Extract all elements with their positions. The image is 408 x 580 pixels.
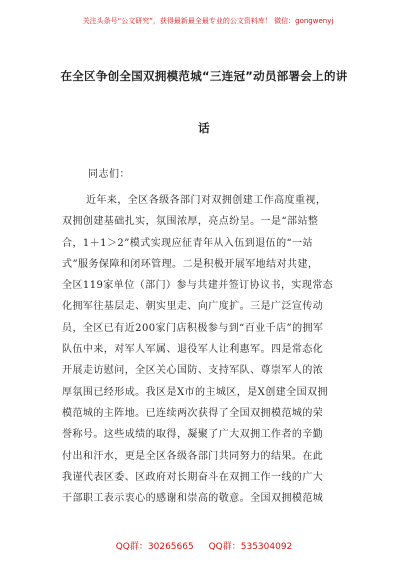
body-line: 誉称号。这些成绩的取得，凝聚了广大双拥工作者的辛勤 bbox=[62, 429, 324, 441]
body-line: 我谨代表区委、区政府对长期奋斗在双拥工作一线的广大 bbox=[62, 471, 324, 483]
body-line: 队伍中来，对军人军属、退役军人让利惠军。四是常态化 bbox=[62, 344, 324, 356]
body-line: 员，全区已有近200家门店积极参与到“百业千店”的拥军 bbox=[62, 322, 324, 334]
document-title-line1: 在全区争创全国双拥模范城“三连冠”动员部署会上的讲 bbox=[60, 69, 348, 83]
body-line: 化拥军往基层走、朝实里走、向广度扩。三是广泛宣传动 bbox=[62, 301, 324, 313]
document-title-line2: 话 bbox=[198, 121, 210, 135]
header-banner: 关注头条号“公文研究”，获得最新最全最专业的公文资料库！ 微信：gongwenyj bbox=[82, 17, 334, 25]
salutation: 同志们： bbox=[88, 169, 130, 180]
body-text bbox=[62, 190, 362, 509]
body-line: 开展走访慰问，全区关心国防、支持军队、尊崇军人的浓 bbox=[62, 365, 324, 377]
footer-qq-group-1: QQ群：30265665 bbox=[115, 542, 194, 552]
body-line: 近年来，全区各级各部门对双拥创建工作高度重视， bbox=[86, 195, 327, 206]
body-line: 厚氛围已经形成。我区是X市的主城区，是X创建全国双拥 bbox=[62, 386, 328, 398]
footer-qq-group-2: QQ群：535304092 bbox=[208, 542, 293, 552]
body-line: 双拥创建基础扎实，氛围浓厚，亮点纷呈。一是“部站整 bbox=[62, 216, 319, 228]
body-line: 付出和汗水，更是全区各级各部门共同努力的结果。在此 bbox=[62, 450, 324, 462]
footer-contacts bbox=[0, 539, 408, 552]
body-line: 干部职工表示衷心的感谢和崇高的敬意。全国双拥模范城 bbox=[62, 493, 324, 505]
body-line: 全区119家单位（部门）参与共建并签订协议书，实现常态 bbox=[62, 280, 334, 292]
body-line: 模范城的主阵地。已连续两次获得了全国双拥模范城的荣 bbox=[62, 407, 324, 419]
body-line: 式”服务保障和闭环管理。二是积极开展军地结对共建， bbox=[62, 258, 319, 270]
body-line: 合，1＋1＞2”模式实现应征青年从入伍到退伍的“一站 bbox=[62, 237, 314, 249]
